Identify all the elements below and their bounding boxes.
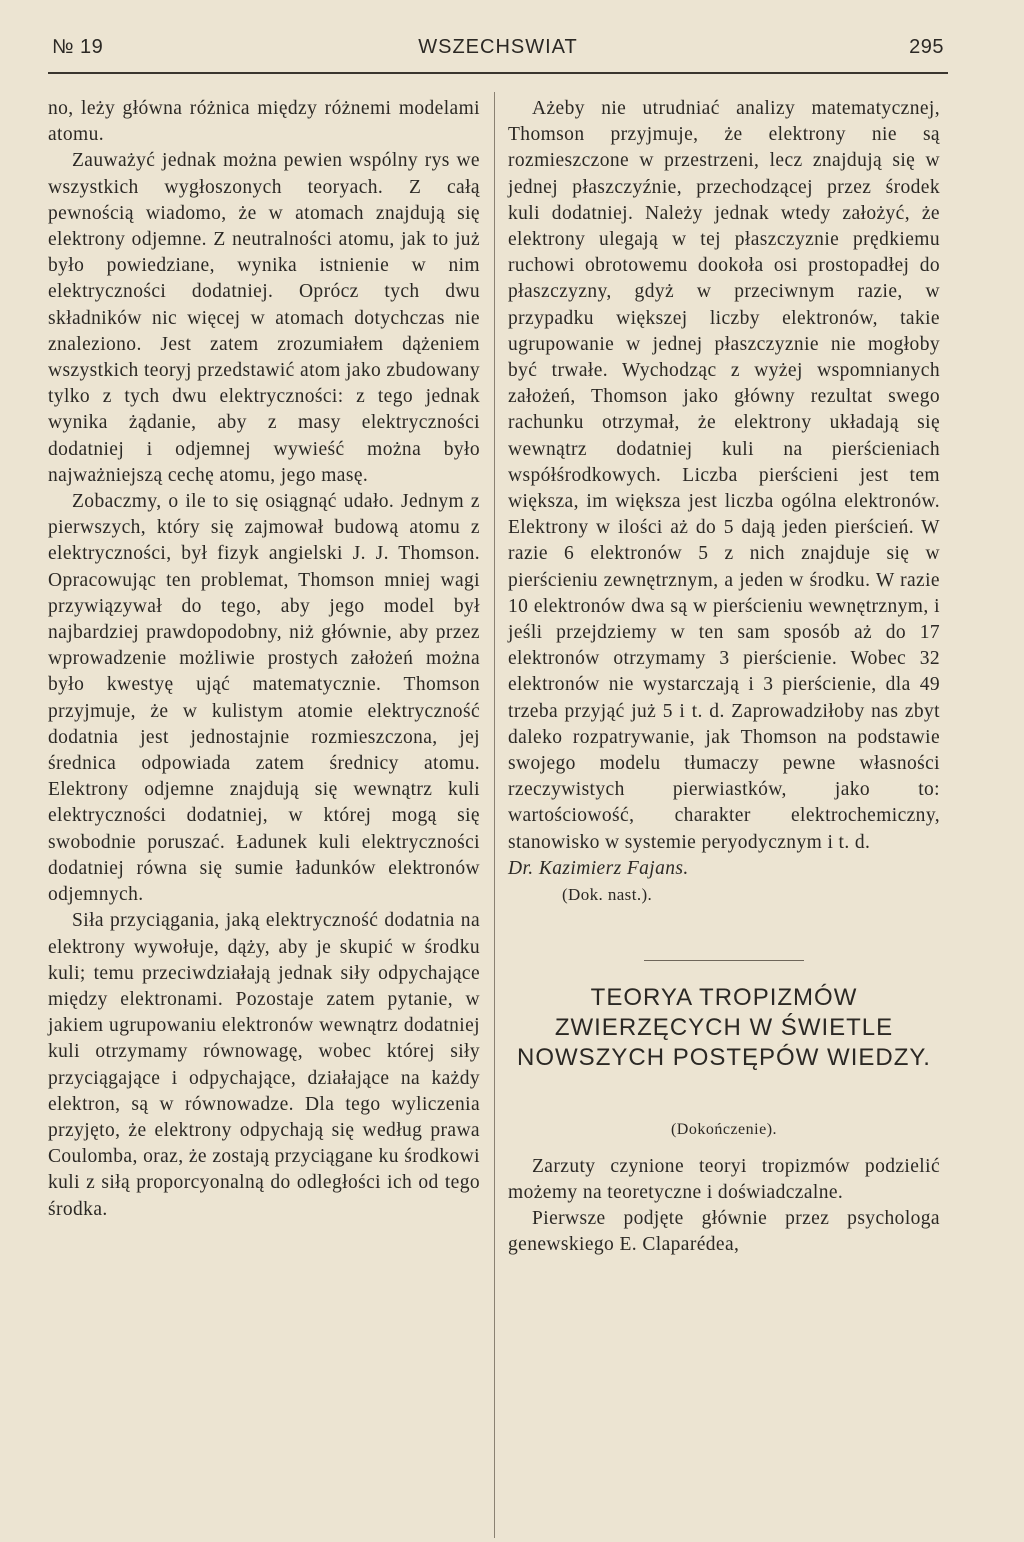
article-title: TEORYA TROPIZMÓW ZWIERZĘCYCH W ŚWIETLE NOWSZYCH POSTĘPÓW WIEDZY.: [517, 984, 931, 1072]
right-column: [508, 96, 940, 1258]
issue-number: № 19: [52, 36, 104, 58]
paragraph: no, leży główna różnica między różnemi modelami atomu.: [48, 98, 480, 146]
left-column: [48, 96, 480, 1223]
header-rule: [48, 72, 948, 74]
paragraph: Zauważyć jednak można pewien wspólny rys we wszystkich wygłoszonych teoryach. Z całą pewnością wiadomo, że w atomach znajdują się elektrony odjemne. Z neutralności atomu, jak to już było powiedziane, wynika istnienie w nim elektryczności dodatniej. Oprócz tych dwu składników nic więcej w atomach dotychczas nie znaleziono. Jest zatem zrozumiałem dążeniem wszystkich teoryj przedstawić atom jako zbudowany tylko z tych dwu elektryczności: z tego jednak wynika żądanie, aby z masy elektryczności dodatniej i odjemnej wywieść można było najważniejszą cechę atomu, jego masę.: [48, 150, 480, 486]
paragraph: Ażeby nie utrudniać analizy matematycznej, Thomson przyjmuje, że elektrony nie są rozmieszczone w przestrzeni, lecz znajdują się w jednej płaszczyźnie, przechodzącej przez środek kuli dodatniej. Należy jednak wtedy założyć, że elektrony ulegają w tej płaszczyznie prędkiemu ruchowi obrotowemu dookoła osi prostopadłej do płaszczyzny, gdyż w przeciwnym razie, w przypadku większej liczby elektronów, takie ugrupowanie w jednej płaszczyznie nie mogłoby być trwałe. Wychodząc z wyżej wspomnianych założeń, Thomson jako główny rezultat swego rachunku otrzymał, że elektrony układają się wewnątrz dodatniej kuli na pierścieniach współśrodkowych. Liczba pierścieni jest tem większa, im większa jest liczba ogólna elektronów. Elektrony w ilości aż do 5 dają jeden pierścień. W razie 6 elektronów 5 z nich znajduje się w pierścieniu zewnętrznym, a jeden w środku. W razie 10 elektronów dwa są w pierścieniu wewnętrznym, i jeśli przejdziemy w ten sam sposób aż do 17 elektronów otrzymamy 3 pierścienie. Wobec 32 elektronów nie wystarczają i 3 pierścienie, dla 49 trzeba przyjąć już 5 i t. d. Zaprowadziłoby nas zbyt daleko rozpatrywanie, jak Thomson na podstawie swojego modelu tłumaczy pewne własności rzeczywistych pierwiastków, jako to: wartościowość, charakter elektrochemiczny, stanowisko w systemie peryodycznym i t. d.: [508, 98, 940, 853]
paragraph: Pierwsze podjęte głównie przez psychologa genewskiego E. Claparédea,: [508, 1207, 940, 1256]
paragraph: Siła przyciągania, jaką elektryczność dodatnia na elektrony wywołuje, dąży, aby je skupić w środku kuli; temu przeciwdziałają jednak siły odpychające między elektronami. Pozostaje zatem pytanie, w jakiem ugrupowaniu elektronów wewnątrz dodatniej kuli otrzymamy równowagę, wobec której siły przyciągające i odpychające, działające na każdy elektron, są w równowadze. Dla tego wyliczenia przyjęto, że elektrony odpychają się według prawa Coulomba, oraz, że zostają przyciągane ku środkowi kuli z siłą proporcyonalną do odległości ich od tego środka.: [48, 910, 480, 1220]
page-number: 295: [909, 36, 944, 58]
paragraph: Zobaczmy, o ile to się osiągnąć udało. Jednym z pierwszych, który się zajmował budową atomu z elektryczności, był fizyk angielski J. J. Thomson. Opracowując ten problemat, Thomson mniej wagi przywiązywał do tego, aby jego model był najbardziej prawdopodobny, niż głównie, aby przez wprowadzenie możliwie prostych założeń można było kwestyę ująć matematycznie. Thomson przyjmuje, że w kulistym atomie elektryczność dodatnia jest jednostajnie rozmieszczona, jej średnica odpowiada zatem średnicy atomu. Elektrony odjemne znajdują się wewnątrz kuli elektryczności dodatniej, w której mogą się swobodnie poruszać. Ładunek kuli elektryczności dodatniej równa się sumie ładunków elektronów odjemnych.: [48, 491, 480, 906]
column-divider: [494, 92, 495, 1538]
paragraph: Zarzuty czynione teoryi tropizmów podzielić możemy na teoretyczne i doświadczalne.: [508, 1155, 940, 1203]
continued-note: (Dok. nast.).: [562, 885, 653, 905]
article-subtitle: (Dokończenie).: [670, 1121, 778, 1139]
journal-title: WSZECHSWIAT: [418, 36, 578, 58]
section-rule: [644, 960, 804, 961]
page-header: [48, 36, 948, 66]
author-signature: Dr. Kazimierz Fajans.: [508, 857, 689, 879]
